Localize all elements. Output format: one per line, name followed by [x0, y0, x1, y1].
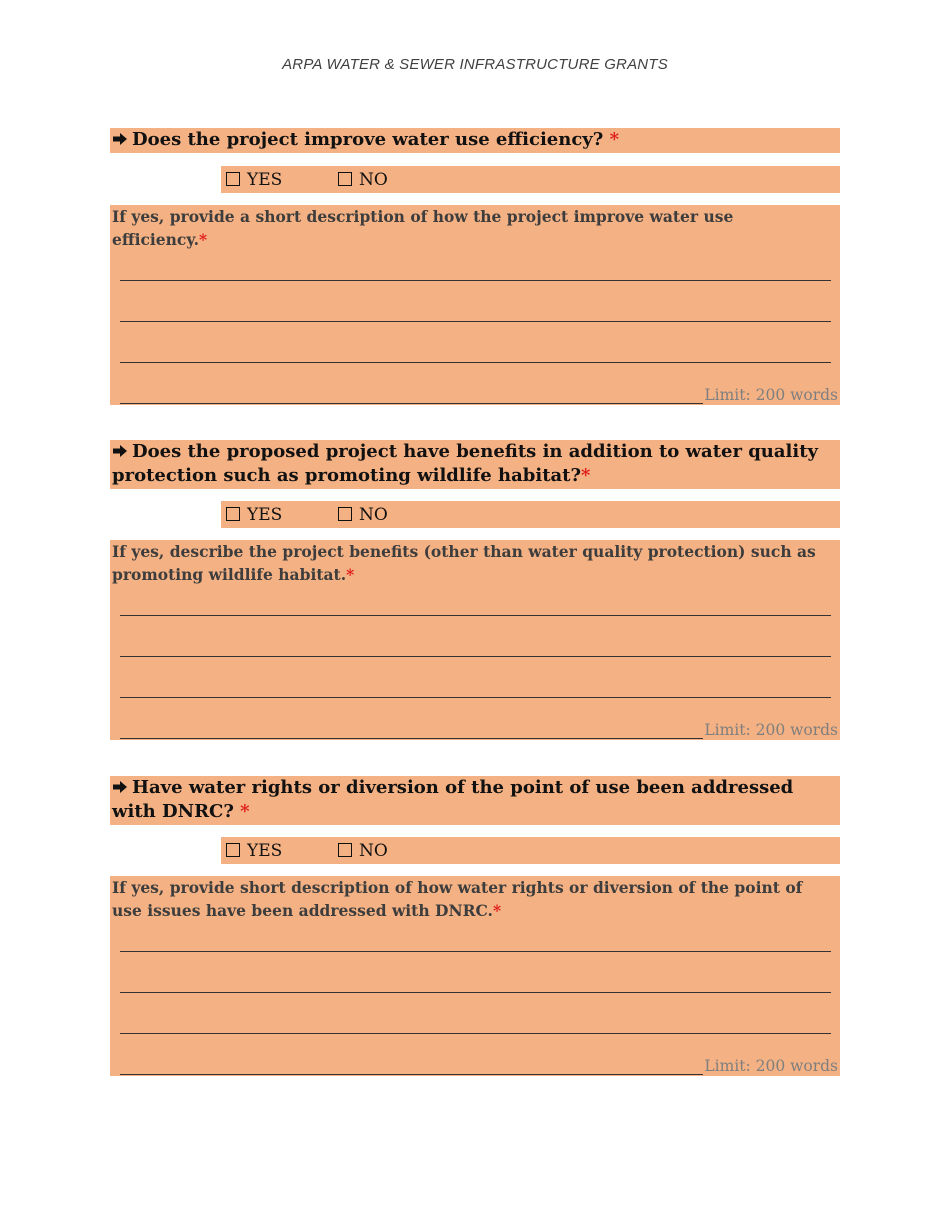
question-2-yes-option[interactable]	[226, 505, 282, 525]
answer-line-2[interactable]	[120, 992, 831, 993]
question-3-text	[112, 776, 836, 824]
question-1-options	[221, 166, 840, 193]
required-mark: *	[240, 801, 250, 822]
description-prompt-label: If yes, describe the project benefits (other than water quality protection) such as promoting wildlife habitat.	[112, 542, 816, 584]
word-limit-note: Limit: 200 words	[704, 386, 838, 404]
yes-checkbox[interactable]	[226, 507, 240, 521]
required-mark: *	[581, 465, 591, 486]
word-limit-note: Limit: 200 words	[704, 1057, 838, 1075]
answer-line-1[interactable]	[120, 951, 831, 952]
arrow-right-icon	[112, 132, 128, 146]
required-mark: *	[609, 129, 619, 150]
answer-line-4[interactable]	[120, 1074, 703, 1075]
question-1-yes-option[interactable]	[226, 170, 282, 190]
question-2-options	[221, 501, 840, 528]
question-2-text	[112, 440, 836, 488]
answer-line-4[interactable]	[120, 738, 703, 739]
description-prompt-label: If yes, provide short description of how water rights or diversion of the point of use issues have been addressed with DNRC.	[112, 878, 803, 920]
question-2-description-section	[110, 540, 840, 740]
answer-line-2[interactable]	[120, 321, 831, 322]
arrow-right-icon	[112, 780, 128, 794]
question-3-band	[110, 776, 840, 825]
answer-line-1[interactable]	[120, 615, 831, 616]
yes-label: YES	[247, 505, 283, 525]
answer-line-4[interactable]	[120, 403, 703, 404]
question-1-description-prompt	[112, 206, 832, 251]
required-mark: *	[199, 229, 208, 249]
answer-line-3[interactable]	[120, 362, 831, 363]
yes-checkbox[interactable]	[226, 843, 240, 857]
no-checkbox[interactable]	[338, 843, 352, 857]
page-header: ARPA WATER & SEWER INFRASTRUCTURE GRANTS	[282, 56, 668, 73]
question-3-label: Have water rights or diversion of the point of use been addressed with DNRC?	[112, 777, 794, 822]
question-2-band	[110, 440, 840, 489]
question-3-no-option[interactable]	[338, 841, 388, 861]
question-3-options	[221, 837, 840, 864]
arrow-right-icon	[112, 444, 128, 458]
no-checkbox[interactable]	[338, 172, 352, 186]
yes-label: YES	[247, 170, 283, 190]
question-1-text	[112, 128, 836, 152]
answer-line-3[interactable]	[120, 1033, 831, 1034]
question-2-label: Does the proposed project have benefits in addition to water quality protection such as promoting wildlife habitat?	[112, 441, 819, 486]
question-3-description-prompt	[112, 877, 832, 922]
answer-line-1[interactable]	[120, 280, 831, 281]
no-label: NO	[359, 505, 388, 525]
no-label: NO	[359, 170, 388, 190]
question-1-band	[110, 128, 840, 153]
yes-checkbox[interactable]	[226, 172, 240, 186]
required-mark: *	[346, 564, 355, 584]
required-mark: *	[492, 900, 502, 920]
question-2-description-prompt	[112, 541, 832, 586]
question-1-description-section	[110, 205, 840, 405]
question-1-label: Does the project improve water use efficiency?	[132, 129, 610, 150]
description-prompt-label: If yes, provide a short description of how the project improve water use efficiency.	[112, 207, 734, 249]
question-3-description-section	[110, 876, 840, 1076]
question-2-no-option[interactable]	[338, 505, 388, 525]
no-checkbox[interactable]	[338, 507, 352, 521]
answer-line-2[interactable]	[120, 656, 831, 657]
question-1-no-option[interactable]	[338, 170, 388, 190]
word-limit-note: Limit: 200 words	[704, 721, 838, 739]
answer-line-3[interactable]	[120, 697, 831, 698]
question-3-yes-option[interactable]	[226, 841, 282, 861]
no-label: NO	[359, 841, 388, 861]
yes-label: YES	[247, 841, 283, 861]
